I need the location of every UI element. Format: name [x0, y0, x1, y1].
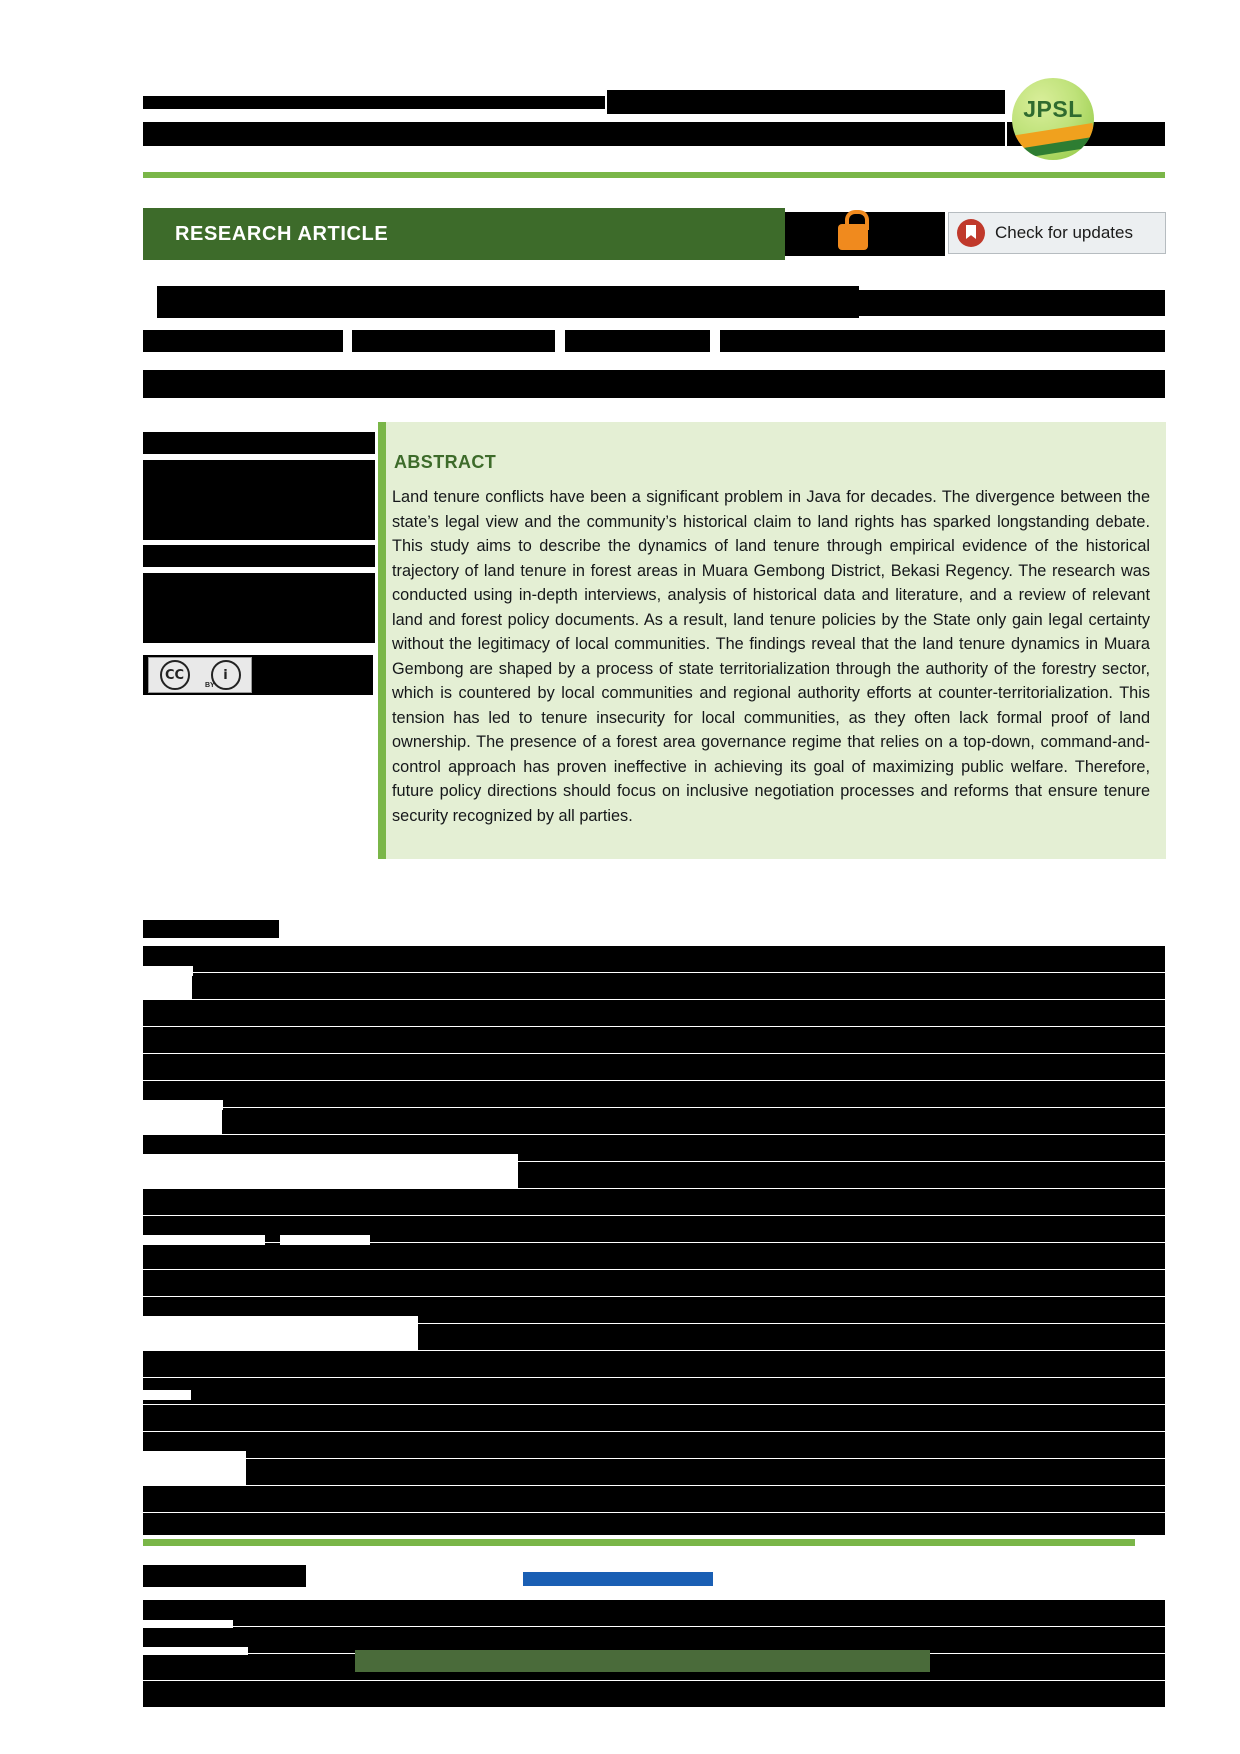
body-line	[143, 1243, 1165, 1269]
body-line	[143, 1081, 1165, 1107]
title-line-1	[157, 286, 859, 318]
body-line	[222, 1108, 1165, 1134]
footer-divider-rule	[143, 1539, 1135, 1546]
body-line	[143, 1189, 1165, 1215]
footer-line	[143, 1681, 1165, 1707]
body-line	[518, 1162, 1165, 1188]
body-line	[143, 1513, 1165, 1535]
body-line	[143, 1270, 1165, 1296]
body-line	[143, 1054, 1151, 1080]
article-history-body-redaction	[143, 460, 375, 540]
jpsl-journal-logo-icon	[1012, 78, 1094, 160]
text-gap	[143, 1390, 191, 1400]
header-redaction-line1a	[143, 96, 605, 109]
crossmark-icon	[957, 219, 985, 247]
lock-body	[838, 224, 868, 250]
header-redaction-line2	[143, 122, 1005, 146]
check-for-updates-button[interactable]	[948, 212, 1166, 254]
text-gap	[143, 966, 193, 976]
body-line	[143, 1486, 1165, 1512]
title-line-1b	[859, 290, 1165, 316]
text-gap	[143, 1235, 265, 1245]
body-line	[418, 1324, 1165, 1350]
body-line	[192, 973, 1165, 999]
header-divider-rule	[143, 172, 1165, 178]
research-article-label: RESEARCH ARTICLE	[175, 222, 389, 245]
check-for-updates-label: Check for updates	[995, 223, 1133, 242]
author-line-part-4	[720, 330, 1165, 352]
corresponding-author-email-link[interactable]	[523, 1572, 713, 1586]
keywords-body-redaction	[143, 573, 375, 643]
abstract-heading: ABSTRACT	[394, 452, 497, 472]
text-gap	[143, 1620, 233, 1628]
body-line	[143, 1027, 1165, 1053]
text-gap	[143, 1451, 246, 1461]
affiliation-line	[143, 370, 1165, 398]
body-line	[143, 1351, 1165, 1377]
cc-circle-icon: CC	[160, 660, 190, 690]
research-article-banner	[143, 208, 785, 260]
footer-line	[143, 1600, 1165, 1626]
abstract-body-text: Land tenure conflicts have been a significant problem in Java for decades. The divergence between the state’s legal view and the community’s historical claim to land rights has sparked longstanding debate. This study aims to describe the dynamics of land tenure through empirical evidence of the historical trajectory of land tenure in forest areas in Muara Gembong District, Bekasi Regency. The research was conducted using in-depth interviews, analysis of historical data and literature, and a review of relevant land and forest policy documents. As a result, land tenure policies by the State only gain legal certainty without the legitimacy of local communities. The findings reveal that the land tenure dynamics in Muara Gembong are shaped by a process of state territorialization through the authority of the forestry sector, which is countered by local communities and regional authority efforts at counter-territorialization. This tension has led to tenure insecurity for local communities, as they often lack formal proof of land ownership. The presence of a forest area governance regime that relies on a top-down, command-and-control approach has proven ineffective in achieving its goal of maximizing public welfare. Therefore, future policy directions should focus on inclusive negotiation processes and reforms that ensure tenure security recognized by all parties.	[392, 488, 1150, 825]
body-line	[143, 1378, 1165, 1404]
corresponding-author-label-redaction	[143, 1565, 306, 1587]
body-line	[143, 1432, 1165, 1458]
text-gap	[143, 1647, 248, 1655]
cc-by-label: BY	[205, 682, 215, 689]
text-gap	[280, 1235, 370, 1245]
jpsl-logo-text: JPSL	[1023, 96, 1083, 122]
abstract-accent-bar	[378, 422, 386, 859]
text-gap	[143, 1154, 518, 1164]
open-access-lock-icon	[838, 208, 868, 250]
footer-citation-highlight	[355, 1650, 930, 1672]
author-line-part-2	[352, 330, 555, 352]
body-line	[143, 1000, 1165, 1026]
body-line	[246, 1459, 1165, 1485]
author-line-part-1	[143, 330, 343, 352]
author-line-part-3	[565, 330, 710, 352]
cc-by-person-icon: i	[211, 660, 241, 690]
article-history-heading-redaction	[143, 432, 375, 454]
body-section-heading	[143, 920, 279, 938]
body-line	[143, 946, 1165, 972]
body-line	[1151, 1054, 1165, 1080]
text-gap	[143, 1316, 418, 1326]
creative-commons-badge-icon[interactable]	[148, 657, 252, 693]
header-redaction-line1b	[607, 90, 1005, 114]
keywords-heading-redaction	[143, 545, 375, 567]
text-gap	[143, 1100, 223, 1110]
body-line	[143, 1405, 1165, 1431]
